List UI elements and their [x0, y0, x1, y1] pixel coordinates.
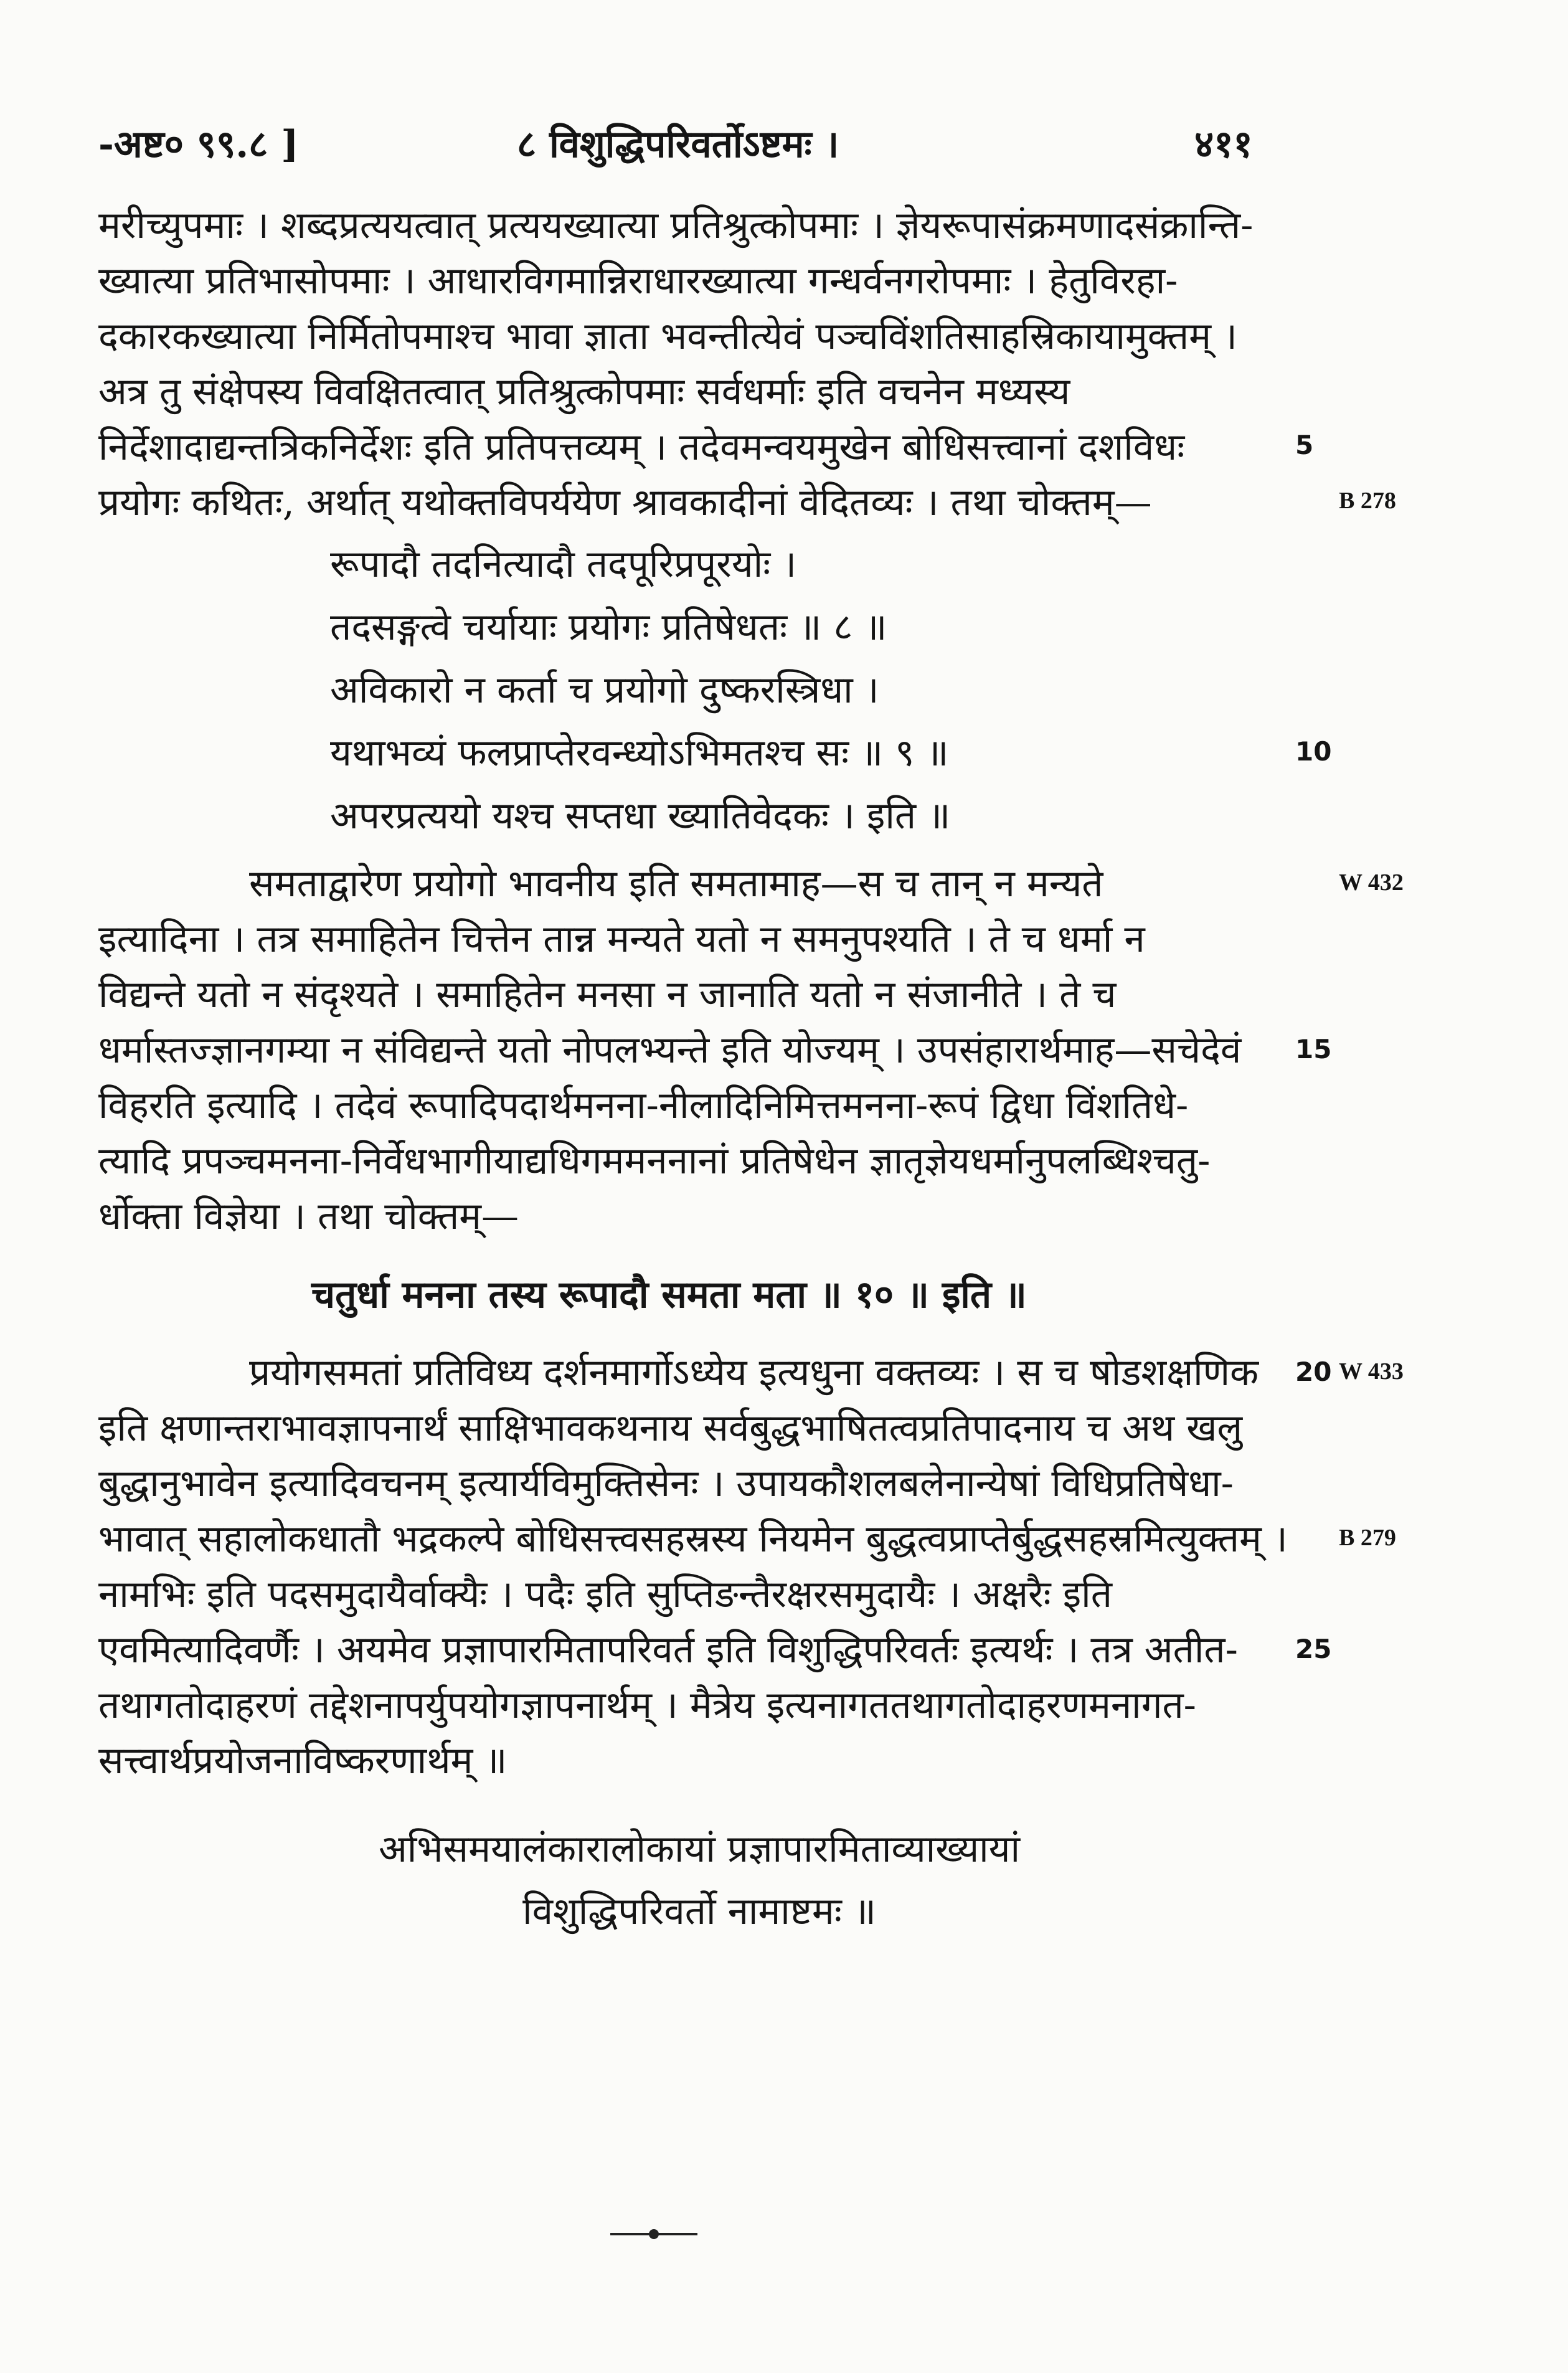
text-line: त्यादि प्रपञ्चमनना-निर्वेधभागीयाद्यधिगममननानां प्रतिषेधेन ज्ञातृज्ञेयधर्मानुपलब्धिश्चतु-	[98, 1139, 1211, 1183]
text-line: विद्यन्ते यतो न संदृश्यते । समाहितेन मनसा न जानाति यतो न संजानीते । ते च	[98, 973, 1117, 1016]
text-line: निर्देशादाद्यन्तत्रिकनिर्देशः इति प्रतिपत्तव्यम् । तदेवमन्वयमुखेन बोधिसत्त्वानां दशविधः	[98, 425, 1185, 469]
text-line: इत्यादिना । तत्र समाहितेन चित्तेन तान्न मन्यते यतो न समनुपश्यति । ते च धर्मा न	[98, 917, 1145, 961]
text-line: अत्र तु संक्षेपस्य विवक्षितत्वात् प्रतिश्रुत्कोपमाः सर्वधर्माः इति वचनेन मध्यस्य	[98, 370, 1070, 414]
text-line: बुद्धानुभावेन इत्यादिवचनम् इत्यार्यविमुक्तिसेनः । उपायकौशलबलेनान्येषां विधिप्रतिषेधा-	[98, 1462, 1234, 1505]
text-line: भावात् सहालोकधातौ भद्रकल्पे बोधिसत्त्वसहस्रस्य नियमेन बुद्धत्वप्राप्तेर्बुद्धसहस्रमित्युक्तम् ।	[98, 1517, 1288, 1561]
text-line: सत्त्वार्थप्रयोजनाविष्करणार्थम् ॥	[98, 1739, 508, 1783]
line-number: 5	[1295, 430, 1314, 460]
text-line: विहरति इत्यादि । तदेवं रूपादिपदार्थमनना-नीलादिनिमित्तमनना-रूपं द्विधा विंशतिधे-	[98, 1084, 1189, 1127]
colophon-line: अभिसमयालंकारालोकायां प्रज्ञापारमिताव्याख्यायां	[378, 1827, 1021, 1871]
text-line: र्धोक्ता विज्ञेया । तथा चोक्तम्—	[98, 1195, 519, 1238]
line-number: 20	[1295, 1357, 1332, 1387]
verse-line: तदसङ्गत्वे चर्यायाः प्रयोगः प्रतिषेधतः ॥ ८ ॥	[330, 605, 887, 649]
verse-line: अपरप्रत्ययो यश्च सप्तधा ख्यातिवेदकः । इति ॥	[330, 794, 951, 838]
verse-line: अविकारो न कर्ता च प्रयोगो दुष्करस्त्रिधा ।	[330, 668, 879, 712]
page-number: ४११	[1194, 123, 1253, 166]
text-line: नामभिः इति पदसमुदायैर्वाक्यैः । पदैः इति सुप्तिङन्तैरक्षरसमुदायैः । अक्षरैः इति	[98, 1573, 1112, 1616]
text-line: इति क्षणान्तराभावज्ञापनार्थं साक्षिभावकथनाय सर्वबुद्धभाषितत्वप्रतिपादनाय च अथ खलु	[98, 1406, 1243, 1450]
text-line: तथागतोदाहरणं तद्देशनापर्युपयोगज्ञापनार्थम् । मैत्रेय इत्यनागततथागतोदाहरणमनागत-	[98, 1684, 1196, 1727]
running-header-left: -अष्ट० ९९.८ ]	[98, 123, 299, 166]
text-line: ख्यात्या प्रतिभासोपमाः । आधारविगमान्निराधारख्यात्या गन्धर्वनगरोपमाः । हेतुविरहा-	[98, 259, 1178, 303]
colophon-line: विशुद्धिपरिवर्तो नामाष्टमः ॥	[522, 1890, 876, 1933]
margin-reference: B 278	[1339, 488, 1396, 514]
verse-line: रूपादौ तदनित्यादौ तदपूरिप्रपूरयोः ।	[330, 542, 797, 586]
text-line: मरीच्युपमाः । शब्दप्रत्ययत्वात् प्रत्ययख्यात्या प्रतिश्रुत्कोपमाः । ज्ञेयरूपासंक्रमणादसंक्रान्ति-	[98, 204, 1254, 247]
text-line: प्रयोगसमतां प्रतिविध्य दर्शनमार्गोऽध्येय इत्यधुना वक्तव्यः । स च षोडशक्षणिक	[249, 1351, 1259, 1395]
verse-line: चतुर्धा मनना तस्य रूपादौ समता मता ॥ १० ॥ इति ॥	[311, 1273, 1027, 1317]
line-number: 15	[1295, 1034, 1332, 1064]
end-ornament-dot	[649, 2229, 659, 2239]
margin-reference: W 433	[1339, 1358, 1404, 1385]
text-line: समताद्वारेण प्रयोगो भावनीय इति समतामाह—स च तान् न मन्यते	[249, 862, 1103, 906]
line-number: 25	[1295, 1634, 1332, 1664]
running-header-title: ८ विशुद्धिपरिवर्तोऽष्टमः ।	[517, 123, 839, 166]
text-line: धर्मास्तज्ज्ञानगम्या न संविद्यन्ते यतो नोपलभ्यन्ते इति योज्यम् । उपसंहारार्थमाह—सचेदेवं	[98, 1028, 1242, 1072]
verse-line: यथाभव्यं फलप्राप्तेरवन्ध्योऽभिमतश्च सः ॥ ९ ॥	[330, 731, 949, 775]
text-line: एवमित्यादिवर्णैः । अयमेव प्रज्ञापारमितापरिवर्त इति विशुद्धिपरिवर्तः इत्यर्थः । तत्र अतीत-	[98, 1628, 1238, 1672]
line-number: 10	[1295, 736, 1332, 767]
margin-reference: B 279	[1339, 1525, 1396, 1551]
text-line: प्रयोगः कथितः, अर्थात् यथोक्तविपर्ययेण श्रावकादीनां वेदितव्यः । तथा चोक्तम्—	[98, 481, 1152, 524]
text-line: दकारकख्यात्या निर्मितोपमाश्च भावा ज्ञाता भवन्तीत्येवं पञ्चविंशतिसाहस्रिकायामुक्तम् ।	[98, 315, 1237, 358]
margin-reference: W 432	[1339, 869, 1404, 896]
